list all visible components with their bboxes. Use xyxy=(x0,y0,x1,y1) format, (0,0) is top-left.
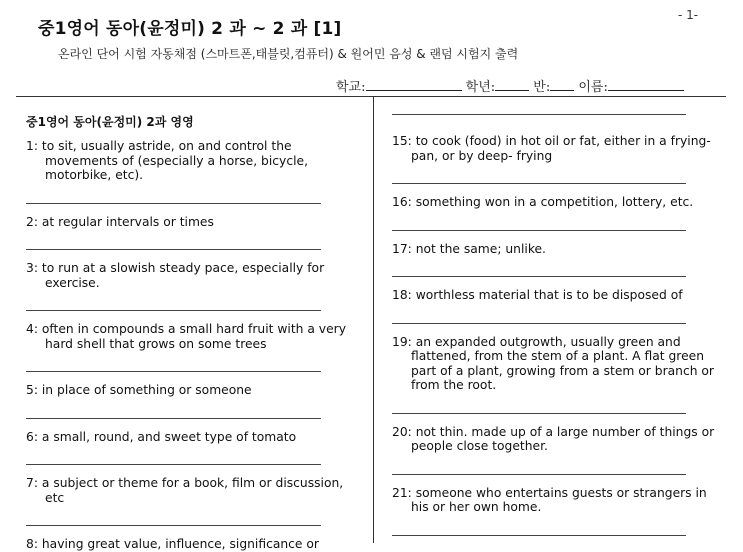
question-15: 15: to cook (food) in hot oil or fat, either in a frying- pan, or by deep- frying xyxy=(392,134,711,163)
left-column xyxy=(26,104,361,552)
page-number: - 1- xyxy=(678,8,699,22)
name-blank[interactable] xyxy=(608,78,684,91)
question-5: 5: in place of something or someone xyxy=(26,383,252,397)
answer-line-21[interactable] xyxy=(392,535,686,536)
question-4: 4: often in compounds a small hard fruit with a very hard shell that grows on some trees xyxy=(26,322,346,351)
question-6: 6: a small, round, and sweet type of tomato xyxy=(26,429,297,444)
answer-line-7[interactable] xyxy=(26,525,321,526)
question-8: 8: having great value, influence, significance or xyxy=(26,537,319,551)
grade-blank[interactable] xyxy=(495,78,529,91)
question-3: 3: to run at a slowish steady pace, especially for exercise. xyxy=(26,261,325,290)
answer-line-18[interactable] xyxy=(392,323,686,324)
answer-line-6[interactable] xyxy=(26,464,321,465)
answer-line-3[interactable] xyxy=(26,310,321,311)
section-title: 중1영어 동아(윤정미) 2과 영영 xyxy=(26,115,194,129)
answer-line-14[interactable] xyxy=(392,114,686,115)
question-7: 7: a subject or theme for a book, film or discussion, etc xyxy=(26,476,344,505)
class-blank[interactable] xyxy=(550,78,574,91)
answer-line-17[interactable] xyxy=(392,276,686,277)
right-column xyxy=(392,104,722,547)
answer-line-5[interactable] xyxy=(26,418,321,419)
question-20: 20: not thin. made up of a large number of things or people close together. xyxy=(392,424,715,453)
grade-label: 학년: xyxy=(465,80,496,95)
column-divider xyxy=(373,97,374,543)
answer-line-20[interactable] xyxy=(392,474,686,475)
question-19: 19: an expanded outgrowth, usually green and flattened, from the stem of a plant. A flat green part of a plant, growing from a stem or branch or from the root. xyxy=(392,334,714,392)
answer-line-2[interactable] xyxy=(26,249,321,250)
answer-line-1[interactable] xyxy=(26,203,321,204)
answer-line-15[interactable] xyxy=(392,183,686,184)
question-18: 18: worthless material that is to be disposed of xyxy=(392,288,683,302)
header-divider xyxy=(16,96,726,97)
school-label: 학교: xyxy=(336,80,366,95)
student-info xyxy=(336,76,684,95)
page-title: 중1영어 동아(윤정미) 2 과 ~ 2 과 [1] xyxy=(38,19,342,39)
question-1: 1: to sit, usually astride, on and control the movements of (especially a horse, bicycle, motorbike, etc). xyxy=(26,139,308,182)
question-2: 2: at regular intervals or times xyxy=(26,214,214,229)
school-blank[interactable] xyxy=(366,78,462,91)
answer-line-16[interactable] xyxy=(392,230,686,231)
question-17: 17: not the same; unlike. xyxy=(392,241,546,256)
class-label: 반: xyxy=(533,80,551,95)
answer-line-19[interactable] xyxy=(392,413,686,414)
question-16: 16: something won in a competition, lottery, etc. xyxy=(392,195,694,209)
question-21: 21: someone who entertains guests or strangers in his or her own home. xyxy=(392,485,707,514)
answer-line-4[interactable] xyxy=(26,371,321,372)
name-label: 이름: xyxy=(578,80,608,95)
page-subtitle: 온라인 단어 시험 자동채점 (스마트폰,태블릿,컴퓨터) & 원어민 음성 & 랜덤 시험지 출력 xyxy=(58,47,519,61)
